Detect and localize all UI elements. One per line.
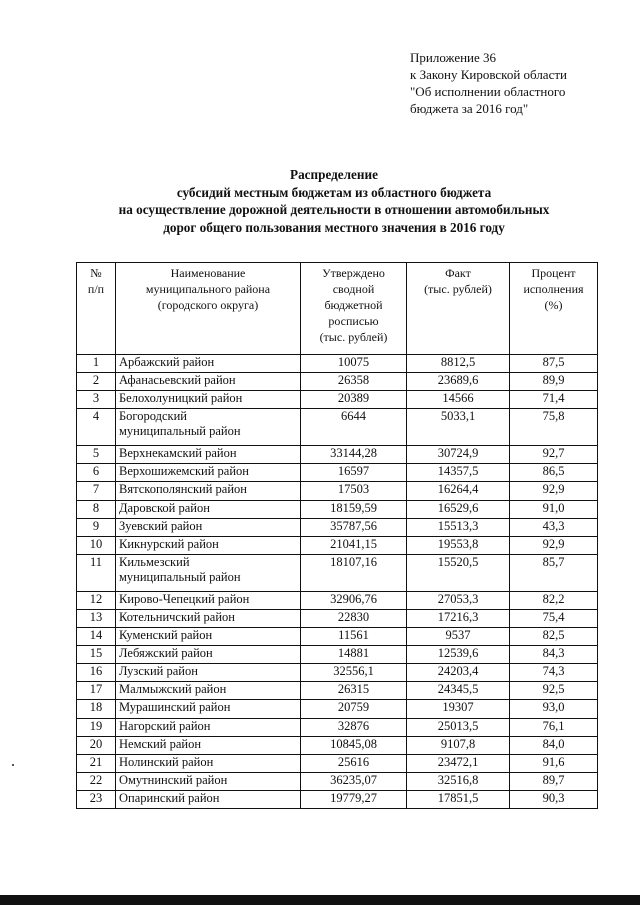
cell-num: 11	[77, 554, 116, 591]
table-row	[77, 718, 598, 736]
table-row	[77, 554, 598, 591]
table-row	[77, 754, 598, 772]
cell-percent: 76,1	[510, 718, 598, 736]
table-row	[77, 772, 598, 790]
cell-percent: 75,8	[510, 409, 598, 446]
cell-name	[116, 628, 301, 646]
cell-num: 13	[77, 609, 116, 627]
table-row	[77, 700, 598, 718]
cell-approved: 33144,28	[301, 446, 407, 464]
cell-name	[116, 736, 301, 754]
annex-line: бюджета за 2016 год"	[410, 101, 529, 116]
header-percent: Процент исполнения (%)	[510, 263, 598, 355]
table-row	[77, 628, 598, 646]
cell-name	[116, 500, 301, 518]
cell-num: 10	[77, 536, 116, 554]
cell-fact: 15520,5	[407, 554, 510, 591]
table-row	[77, 482, 598, 500]
cell-fact: 12539,6	[407, 646, 510, 664]
cell-name-line: Омутнинский район	[119, 772, 228, 787]
table-row	[77, 591, 598, 609]
cell-name	[116, 664, 301, 682]
cell-percent: 92,9	[510, 482, 598, 500]
cell-name	[116, 373, 301, 391]
title-line: субсидий местным бюджетам из областного бюджета	[176, 184, 492, 200]
table-row	[77, 409, 598, 446]
cell-percent: 92,9	[510, 536, 598, 554]
cell-approved: 32556,1	[301, 664, 407, 682]
cell-name-line: Зуевский район	[119, 518, 203, 533]
cell-num: 18	[77, 700, 116, 718]
cell-name-line: Лебяжский район	[119, 646, 213, 661]
cell-approved: 16597	[301, 464, 407, 482]
header-num: № п/п	[77, 263, 116, 355]
cell-name-line: Опаринский район	[119, 790, 220, 805]
cell-num: 2	[77, 373, 116, 391]
cell-name	[116, 718, 301, 736]
cell-percent: 82,2	[510, 591, 598, 609]
annex-line: Приложение 36	[410, 50, 497, 65]
table-row	[77, 355, 598, 373]
cell-name	[116, 464, 301, 482]
cell-num: 22	[77, 772, 116, 790]
cell-name	[116, 391, 301, 409]
cell-approved: 10075	[301, 355, 407, 373]
cell-name-line: Верхнекамский район	[119, 446, 237, 461]
cell-name-line: Афанасьевский район	[119, 373, 236, 388]
table-row	[77, 536, 598, 554]
cell-fact: 16529,6	[407, 500, 510, 518]
table-row	[77, 664, 598, 682]
cell-num: 4	[77, 409, 116, 446]
cell-percent: 87,5	[510, 355, 598, 373]
cell-percent: 89,7	[510, 772, 598, 790]
cell-name-line: Арбажский район	[119, 355, 215, 369]
cell-approved: 36235,07	[301, 772, 407, 790]
table-row	[77, 646, 598, 664]
cell-approved: 14881	[301, 646, 407, 664]
table-row	[77, 518, 598, 536]
cell-fact: 19553,8	[407, 536, 510, 554]
cell-name-line: Верхошижемский район	[119, 464, 249, 479]
cell-num: 16	[77, 664, 116, 682]
cell-name	[116, 446, 301, 464]
cell-approved: 6644	[301, 409, 407, 446]
cell-percent: 75,4	[510, 609, 598, 627]
cell-num: 7	[77, 482, 116, 500]
cell-name-line: Немский район	[119, 736, 202, 751]
table-row	[77, 391, 598, 409]
subsidy-table	[76, 262, 598, 809]
cell-approved: 21041,15	[301, 536, 407, 554]
table-row	[77, 790, 598, 808]
cell-percent: 86,5	[510, 464, 598, 482]
cell-fact: 17216,3	[407, 609, 510, 627]
cell-num: 12	[77, 591, 116, 609]
table-header-row	[77, 263, 598, 355]
cell-approved: 35787,56	[301, 518, 407, 536]
cell-num: 17	[77, 682, 116, 700]
cell-approved: 25616	[301, 754, 407, 772]
cell-num: 20	[77, 736, 116, 754]
cell-approved: 22830	[301, 609, 407, 627]
header-approved: Утверждено сводной бюджетной росписью (тыс. рублей)	[301, 263, 407, 355]
cell-num: 3	[77, 391, 116, 409]
cell-name-line: Кильмезский	[119, 554, 190, 569]
cell-approved: 32876	[301, 718, 407, 736]
cell-name	[116, 554, 301, 591]
title-line: дорог общего пользования местного значения в 2016 году	[163, 219, 505, 235]
cell-num: 5	[77, 446, 116, 464]
cell-fact: 9537	[407, 628, 510, 646]
cell-name-line: Мурашинский район	[119, 700, 231, 715]
cell-percent: 90,3	[510, 790, 598, 808]
cell-fact: 8812,5	[407, 355, 510, 373]
cell-percent: 92,7	[510, 446, 598, 464]
table-row	[77, 464, 598, 482]
scan-bottom-edge	[0, 895, 640, 905]
cell-approved: 19779,27	[301, 790, 407, 808]
cell-name-line: Лузский район	[119, 664, 198, 679]
cell-fact: 14566	[407, 391, 510, 409]
cell-percent: 43,3	[510, 518, 598, 536]
annex-line: к Закону Кировской области	[410, 67, 567, 82]
cell-name-line: муниципальный район	[119, 569, 241, 584]
cell-fact: 24203,4	[407, 664, 510, 682]
cell-fact: 9107,8	[407, 736, 510, 754]
cell-percent: 84,0	[510, 736, 598, 754]
cell-fact: 30724,9	[407, 446, 510, 464]
cell-percent: 84,3	[510, 646, 598, 664]
cell-name	[116, 591, 301, 609]
cell-percent: 89,9	[510, 373, 598, 391]
table-row	[77, 446, 598, 464]
header-name: Наименование муниципального района (городского округа)	[116, 263, 301, 355]
cell-name	[116, 700, 301, 718]
cell-name-line: Вятскополянский район	[119, 482, 247, 497]
cell-approved: 32906,76	[301, 591, 407, 609]
cell-fact: 19307	[407, 700, 510, 718]
cell-fact: 23689,6	[407, 373, 510, 391]
title-line: Распределение	[290, 167, 378, 182]
cell-approved: 18159,59	[301, 500, 407, 518]
cell-percent: 91,0	[510, 500, 598, 518]
cell-fact: 32516,8	[407, 772, 510, 790]
cell-name	[116, 536, 301, 554]
header-fact: Факт (тыс. рублей)	[407, 263, 510, 355]
cell-name	[116, 609, 301, 627]
title-line: на осуществление дорожной деятельности в отношении автомобильных	[118, 202, 550, 217]
cell-name	[116, 772, 301, 790]
cell-name-line: муниципальный район	[119, 424, 241, 439]
cell-name	[116, 682, 301, 700]
cell-name-line: Котельничский район	[119, 609, 235, 624]
cell-num: 9	[77, 518, 116, 536]
cell-name-line: Белохолуницкий район	[119, 391, 243, 406]
cell-fact: 16264,4	[407, 482, 510, 500]
cell-name	[116, 355, 301, 373]
cell-num: 19	[77, 718, 116, 736]
cell-name-line: Нагорский район	[119, 718, 211, 733]
cell-approved: 20389	[301, 391, 407, 409]
cell-approved: 18107,16	[301, 554, 407, 591]
cell-fact: 15513,3	[407, 518, 510, 536]
cell-fact: 27053,3	[407, 591, 510, 609]
cell-num: 8	[77, 500, 116, 518]
cell-name	[116, 482, 301, 500]
cell-name	[116, 646, 301, 664]
cell-approved: 10845,08	[301, 736, 407, 754]
table-row	[77, 736, 598, 754]
table-row	[77, 500, 598, 518]
cell-name-line: Куменский район	[119, 628, 213, 643]
cell-fact: 23472,1	[407, 754, 510, 772]
cell-fact: 5033,1	[407, 409, 510, 446]
cell-name	[116, 518, 301, 536]
cell-name-line: Богородский	[119, 409, 187, 424]
cell-percent: 71,4	[510, 391, 598, 409]
cell-approved: 11561	[301, 628, 407, 646]
annex-header	[410, 49, 567, 117]
cell-percent: 74,3	[510, 664, 598, 682]
cell-percent: 91,6	[510, 754, 598, 772]
cell-num: 1	[77, 355, 116, 373]
cell-percent: 82,5	[510, 628, 598, 646]
cell-percent: 92,5	[510, 682, 598, 700]
cell-name-line: Кирово-Чепецкий район	[119, 591, 250, 606]
cell-approved: 26358	[301, 373, 407, 391]
cell-name	[116, 409, 301, 446]
cell-name	[116, 790, 301, 808]
cell-name-line: Даровской район	[119, 500, 210, 515]
cell-fact: 25013,5	[407, 718, 510, 736]
document-title	[60, 166, 608, 236]
cell-fact: 17851,5	[407, 790, 510, 808]
cell-name-line: Малмыжский район	[119, 682, 227, 697]
cell-approved: 17503	[301, 482, 407, 500]
cell-name	[116, 754, 301, 772]
cell-fact: 24345,5	[407, 682, 510, 700]
cell-name-line: Нолинский район	[119, 754, 214, 769]
scan-speck	[12, 764, 14, 766]
cell-num: 15	[77, 646, 116, 664]
table-row	[77, 609, 598, 627]
cell-num: 23	[77, 790, 116, 808]
cell-approved: 26315	[301, 682, 407, 700]
annex-line: "Об исполнении областного	[410, 84, 566, 99]
table-row	[77, 682, 598, 700]
cell-num: 21	[77, 754, 116, 772]
cell-percent: 93,0	[510, 700, 598, 718]
cell-percent: 85,7	[510, 554, 598, 591]
cell-name-line: Кикнурский район	[119, 536, 219, 551]
cell-fact: 14357,5	[407, 464, 510, 482]
cell-num: 14	[77, 628, 116, 646]
cell-num: 6	[77, 464, 116, 482]
table-row	[77, 373, 598, 391]
cell-approved: 20759	[301, 700, 407, 718]
